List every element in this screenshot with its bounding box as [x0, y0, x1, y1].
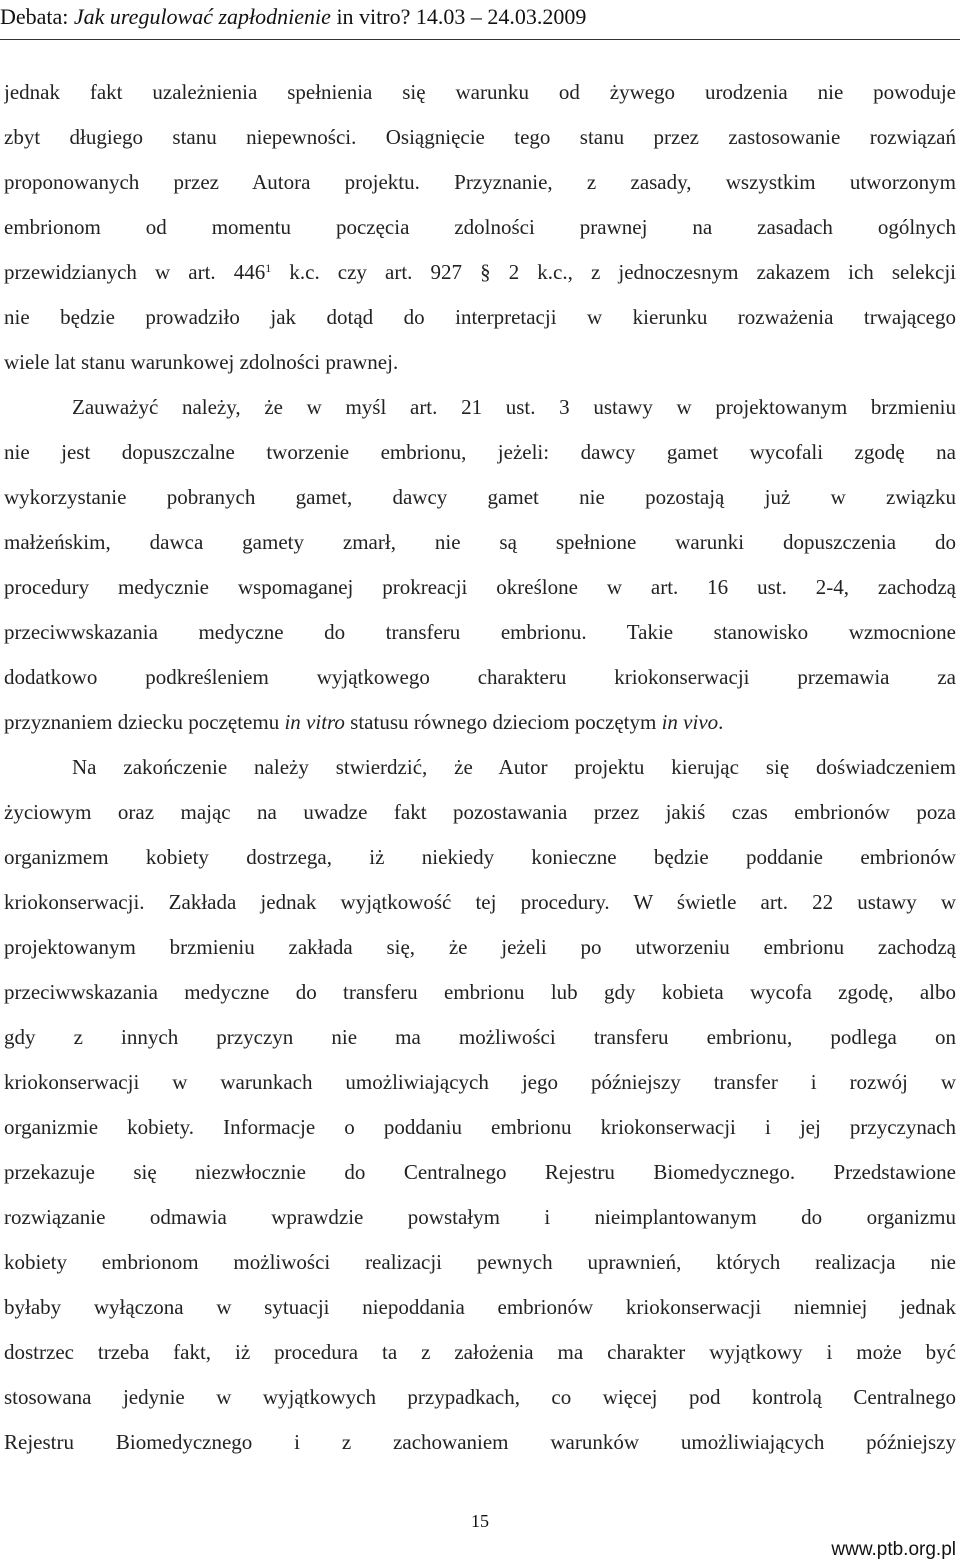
text-line: proponowanych przez Autora projektu. Przyznanie, z zasady, wszystkim utworzonym: [4, 170, 956, 194]
text-line: wiele lat stanu warunkowej zdolności prawnej.: [4, 350, 399, 374]
text-line: gdy z innych przyczyn nie ma możliwości transferu embrionu, podlega on: [4, 1025, 956, 1049]
text-line: byłaby wyłączona w sytuacji niepoddania embrionów kriokonserwacji niemniej jednak: [4, 1295, 956, 1319]
text-line: kriokonserwacji. Zakłada jednak wyjątkowość tej procedury. W świetle art. 22 ustawy w: [4, 890, 956, 914]
text-line: rozwiązanie odmawia wprawdzie powstałym i nieimplantowanym do organizmu: [4, 1205, 956, 1229]
text-line: kobiety embrionom możliwości realizacji pewnych uprawnień, których realizacja nie: [4, 1250, 956, 1274]
italic-term: in vivo: [661, 710, 719, 734]
text-line: przekazuje się niezwłocznie do Centralnego Rejestru Biomedycznego. Przedstawione: [4, 1160, 956, 1184]
header-prefix: Debata:: [0, 4, 74, 29]
text-line: przewidzianych w art. $446^1$ k.c. czy art. 927 § 2 k.c., z jednoczesnym zakazem ich selekcji: [4, 260, 956, 284]
text-line: przyznaniem dziecku poczętemu in vitro statusu równego dzieciom poczętym in vivo.: [4, 710, 724, 734]
paragraph-start: Zauważyć należy, że w myśl art. 21 ust. 3 ustawy w projektowanym brzmieniu: [72, 395, 956, 419]
text-line: dostrzec trzeba fakt, iż procedura ta z założenia ma charakter wyjątkowy i może być: [4, 1340, 956, 1364]
text-line: organizmie kobiety. Informacje o poddaniu embrionu kriokonserwacji i jej przyczynach: [4, 1115, 956, 1139]
text-line: projektowanym brzmieniu zakłada się, że jeżeli po utworzeniu embrionu zachodzą: [4, 935, 956, 959]
text-line: dodatkowo podkreśleniem wyjątkowego charakteru kriokonserwacji przemawia za: [4, 665, 956, 689]
text-line: jednak fakt uzależnienia spełnienia się warunku od żywego urodzenia nie powoduje: [4, 80, 956, 104]
text-line: organizmem kobiety dostrzega, iż niekiedy konieczne będzie poddanie embrionów: [4, 845, 956, 869]
text-line: małżeńskim, dawca gamety zmarł, nie są spełnione warunki dopuszczenia do: [4, 530, 956, 554]
text-line: Rejestru Biomedycznego i z zachowaniem warunków umożliwiających późniejszy: [4, 1430, 956, 1454]
superscript: 1: [265, 261, 272, 275]
header-rule: [0, 39, 960, 40]
text-line: procedury medycznie wspomaganej prokreacji określone w art. 16 ust. 2-4, zachodzą: [4, 575, 956, 599]
text-line: przeciwwskazania medyczne do transferu embrionu lub gdy kobieta wycofa zgodę, albo: [4, 980, 956, 1004]
text-line: życiowym oraz mając na uwadze fakt pozostawania przez jakiś czas embrionów poza: [4, 800, 956, 824]
text-line: stosowana jedynie w wyjątkowych przypadkach, co więcej pod kontrolą Centralnego: [4, 1385, 956, 1409]
header-dates: in vitro? 14.03 – 24.03.2009: [330, 4, 587, 29]
header-title: Jak uregulować zapłodnienie: [73, 4, 331, 29]
paragraph-start: Na zakończenie należy stwierdzić, że Autor projektu kierując się doświadczeniem: [72, 755, 956, 779]
italic-term: in vitro: [284, 710, 345, 734]
text-line: zbyt długiego stanu niepewności. Osiągnięcie tego stanu przez zastosowanie rozwiązań: [4, 125, 956, 149]
text-line: embrionom od momentu poczęcia zdolności prawnej na zasadach ogólnych: [4, 215, 956, 239]
page-number: 15: [471, 1511, 489, 1531]
text-line: przeciwwskazania medyczne do transferu embrionu. Takie stanowisko wzmocnione: [4, 620, 956, 644]
document-body: [4, 70, 956, 1465]
website-footer: www.ptb.org.pl: [831, 1539, 956, 1560]
text-line: nie jest dopuszczalne tworzenie embrionu, jeżeli: dawcy gamet wycofali zgodę na: [4, 440, 956, 464]
text-line: kriokonserwacji w warunkach umożliwiających jego późniejszy transfer i rozwój w: [4, 1070, 956, 1094]
text-line: wykorzystanie pobranych gamet, dawcy gamet nie pozostają już w związku: [4, 485, 956, 509]
text-line: nie będzie prowadziło jak dotąd do interpretacji w kierunku rozważenia trwającego: [4, 305, 956, 329]
running-header: [0, 2, 960, 32]
